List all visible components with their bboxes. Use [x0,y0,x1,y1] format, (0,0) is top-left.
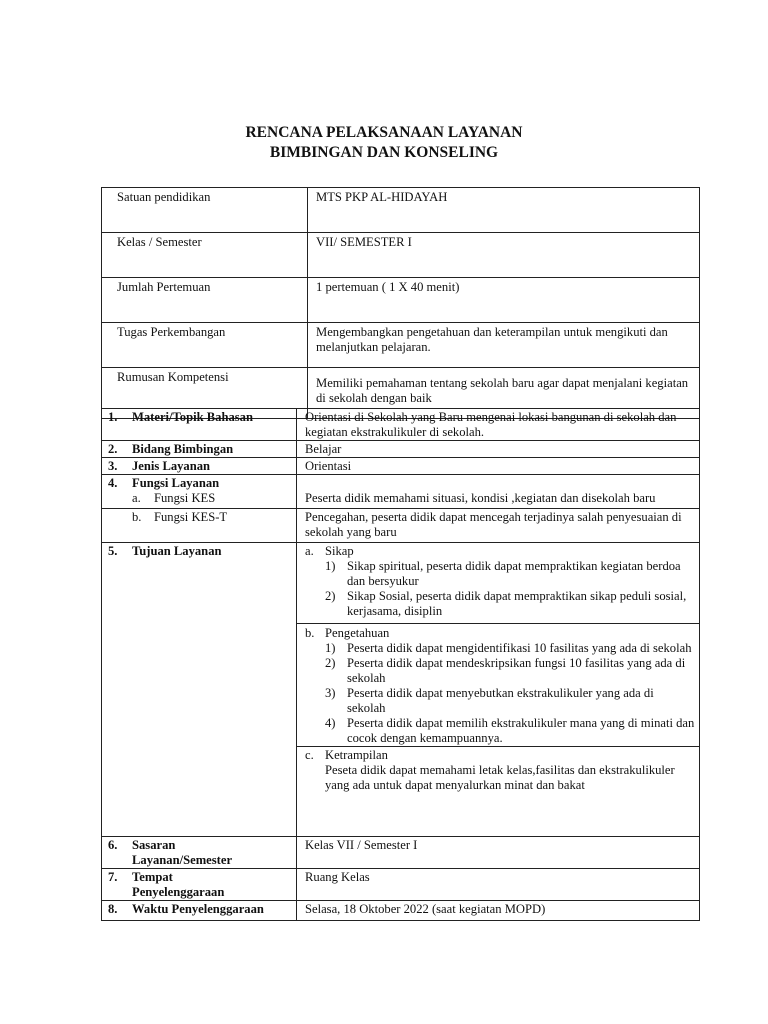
row-number: 4. [108,476,118,490]
skill-text: Peseta didik dapat memahami letak kelas,fasilitas dan ekstrakulikuler yang ada untuk dapat menyalurkan minat dan bakat [325,763,675,792]
row-label [102,837,297,869]
info-label: Jumlah Pertemuan [102,278,308,323]
row-label-text: Bidang Bimbingan [132,442,234,456]
table-row [102,543,700,624]
list-item [305,589,695,619]
row-label-text: Waktu Penyelenggaraan [132,902,264,916]
table-row [102,837,700,869]
sub-title: Ketrampilan [325,748,388,762]
row-label-text: Tujuan Layanan [132,544,222,558]
item-number: 4) [325,716,336,730]
row-value: Kelas VII / Semester I [297,837,700,869]
row-label [102,409,297,441]
row-label [102,869,297,901]
row-value: Orientasi di Sekolah yang Baru mengenai lokasi bangunan di sekolah dan kegiatan ekstrakulikuler di sekolah. [297,409,700,441]
row-value: Ruang Kelas [297,869,700,901]
row-number: 7. [108,870,118,884]
row-number: 5. [108,544,118,558]
list-item [305,686,695,716]
row-value: Orientasi [297,458,700,475]
row-label-text: Tempat [132,870,173,884]
table-row [102,458,700,475]
table-row [102,233,700,278]
info-value: 1 pertemuan ( 1 X 40 menit) [308,278,700,323]
table-row [102,278,700,323]
item-text: Peserta didik dapat memilih ekstrakulikuler mana yang di minati dan cocok dengan kemampuannya. [347,716,695,745]
table-row [102,901,700,921]
sub-title: Sikap [325,544,354,558]
sub-label: Fungsi KES [154,491,216,505]
table-row [102,475,700,509]
info-table [101,187,700,419]
list-item [305,641,695,656]
row-number: 2. [108,442,118,456]
item-number: 2) [325,656,336,670]
list-item [305,656,695,686]
info-value: Memiliki pemahaman tentang sekolah baru agar dapat menjalani kegiatan di sekolah dengan baik [308,368,700,419]
table-row [102,188,700,233]
objective-attitude [297,543,700,624]
row-label [102,543,297,837]
info-label: Satuan pendidikan [102,188,308,233]
list-item [305,559,695,589]
row-value: Pencegahan, peserta didik dapat mencegah terjadinya salah penyesuaian di sekolah yang baru [297,509,700,543]
table-row [102,869,700,901]
info-value: MTS PKP AL-HIDAYAH [308,188,700,233]
item-number: 3) [325,686,336,700]
sub-title: Pengetahuan [325,626,390,640]
row-label-text: Materi/Topik Bahasan [132,410,253,424]
row-number: 6. [108,838,118,852]
row-number: 1. [108,410,118,424]
row-label [102,458,297,475]
sub-letter: a. [132,491,141,505]
sub-label: Fungsi KES-T [154,510,228,524]
row-value: Selasa, 18 Oktober 2022 (saat kegiatan MOPD) [297,901,700,921]
sub-letter: b. [132,510,142,524]
row-label [102,441,297,458]
row-number: 8. [108,902,118,916]
row-label-text: Jenis Layanan [132,459,211,473]
row-value: Peserta didik memahami situasi, kondisi ,kegiatan dan disekolah baru [297,475,700,509]
title-line-2: BIMBINGAN DAN KONSELING [269,144,499,161]
table-row [102,409,700,441]
service-plan-table [101,408,700,921]
table-row [102,323,700,368]
row-value: Belajar [297,441,700,458]
item-number: 1) [325,559,336,573]
row-label [102,475,297,509]
sub-letter: c. [305,748,314,762]
row-label-text: Fungsi Layanan [132,476,220,490]
title-line-1: RENCANA PELAKSANAAN LAYANAN [245,124,523,141]
info-label: Tugas Perkembangan [102,323,308,368]
item-text: Peserta didik dapat mengidentifikasi 10 fasilitas yang ada di sekolah [347,641,692,655]
row-label-continued: Penyelenggaraan [132,885,225,899]
objective-knowledge [297,624,700,747]
item-number: 2) [325,589,336,603]
item-text: Peserta didik dapat menyebutkan ekstrakulikuler yang ada di sekolah [347,686,654,715]
table-row [102,441,700,458]
item-text: Peserta didik dapat mendeskripsikan fungsi 10 fasilitas yang ada di sekolah [347,656,686,685]
item-number: 1) [325,641,336,655]
sub-letter: a. [305,544,314,558]
item-text: Sikap Sosial, peserta didik dapat mempraktikan sikap peduli sosial, kerjasama, disiplin [347,589,687,618]
sub-letter: b. [305,626,315,640]
row-number: 3. [108,459,118,473]
list-item [305,716,695,746]
info-value: VII/ SEMESTER I [308,233,700,278]
row-label [102,509,297,543]
info-label: Kelas / Semester [102,233,308,278]
objective-skill [297,747,700,837]
document-title [0,123,768,163]
row-label-continued: Layanan/Semester [132,853,233,867]
info-value: Mengembangkan pengetahuan dan keterampilan untuk mengikuti dan melanjutkan pelajaran. [308,323,700,368]
row-label-text: Sasaran [132,838,176,852]
row-label [102,901,297,921]
info-label: Rumusan Kompetensi [102,368,308,419]
item-text: Sikap spiritual, peserta didik dapat mempraktikan kegiatan berdoa dan bersyukur [347,559,681,588]
table-row [102,509,700,543]
